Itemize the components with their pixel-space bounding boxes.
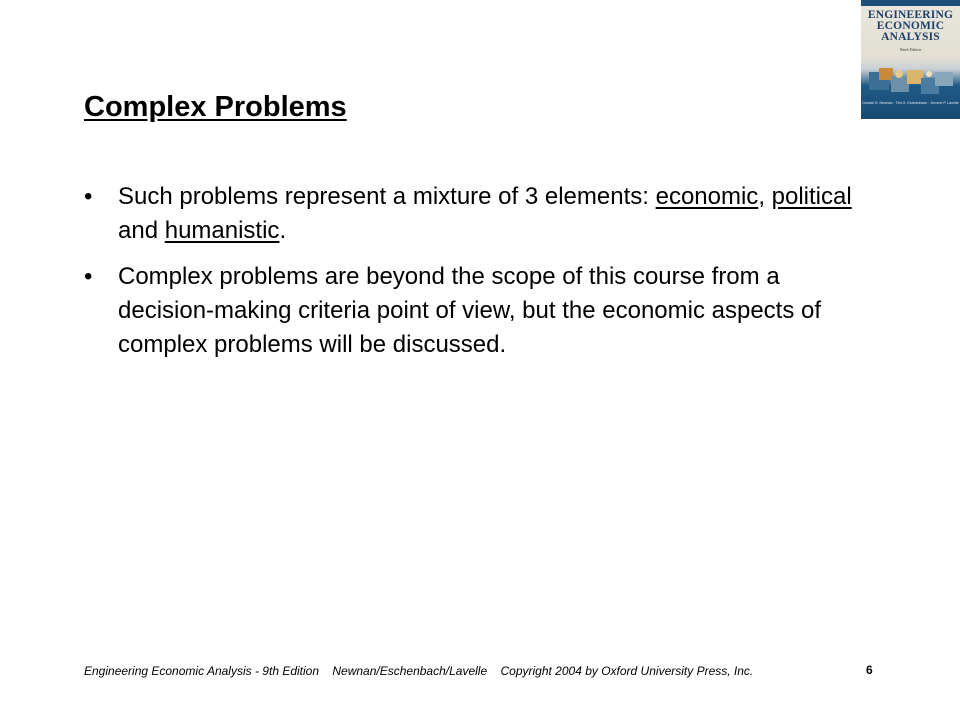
cover-title [861, 10, 960, 43]
bullet-item-1 [84, 180, 854, 248]
term-political: political [771, 183, 852, 210]
separator-1: , [758, 183, 772, 210]
bullet-symbol: • [84, 263, 93, 290]
cover-photo-collage-icon [869, 66, 953, 98]
footer-authors: Newnan/Eschenbach/Lavelle [332, 664, 488, 678]
footer [84, 664, 763, 678]
bullet-2-text: Complex problems are beyond the scope of this course from a decision-making criteria point of view, but the economic aspects of complex problems will be discussed. [118, 263, 822, 358]
bullet-1-period: . [279, 217, 287, 244]
bullet-1-text: Such problems represent a mixture of 3 elements: [118, 183, 656, 210]
footer-copyright: Copyright 2004 by Oxford University Press, Inc. [500, 664, 754, 678]
cover-title-line-3: ANALYSIS [881, 31, 940, 43]
book-cover-image [861, 0, 960, 119]
page-number: 6 [866, 663, 873, 677]
term-economic: economic [655, 183, 759, 210]
footer-book: Engineering Economic Analysis - 9th Edition [84, 664, 320, 678]
slide-title: Complex Problems [84, 91, 347, 123]
cover-title-line-1: ENGINEERING [867, 9, 954, 21]
cover-edition: Ninth Edition [899, 47, 922, 52]
term-humanistic: humanistic [164, 217, 280, 244]
bullet-symbol: • [84, 183, 93, 210]
cover-top-band [861, 0, 960, 6]
bullet-item-2 [84, 260, 854, 362]
cover-title-line-2: ECONOMIC [876, 20, 945, 32]
separator-2: and [118, 217, 165, 244]
cover-authors: Donald G. Newnan · Ted G. Eschenbach · Jerome P. Lavelle [862, 101, 959, 105]
bullet-list [84, 180, 854, 374]
